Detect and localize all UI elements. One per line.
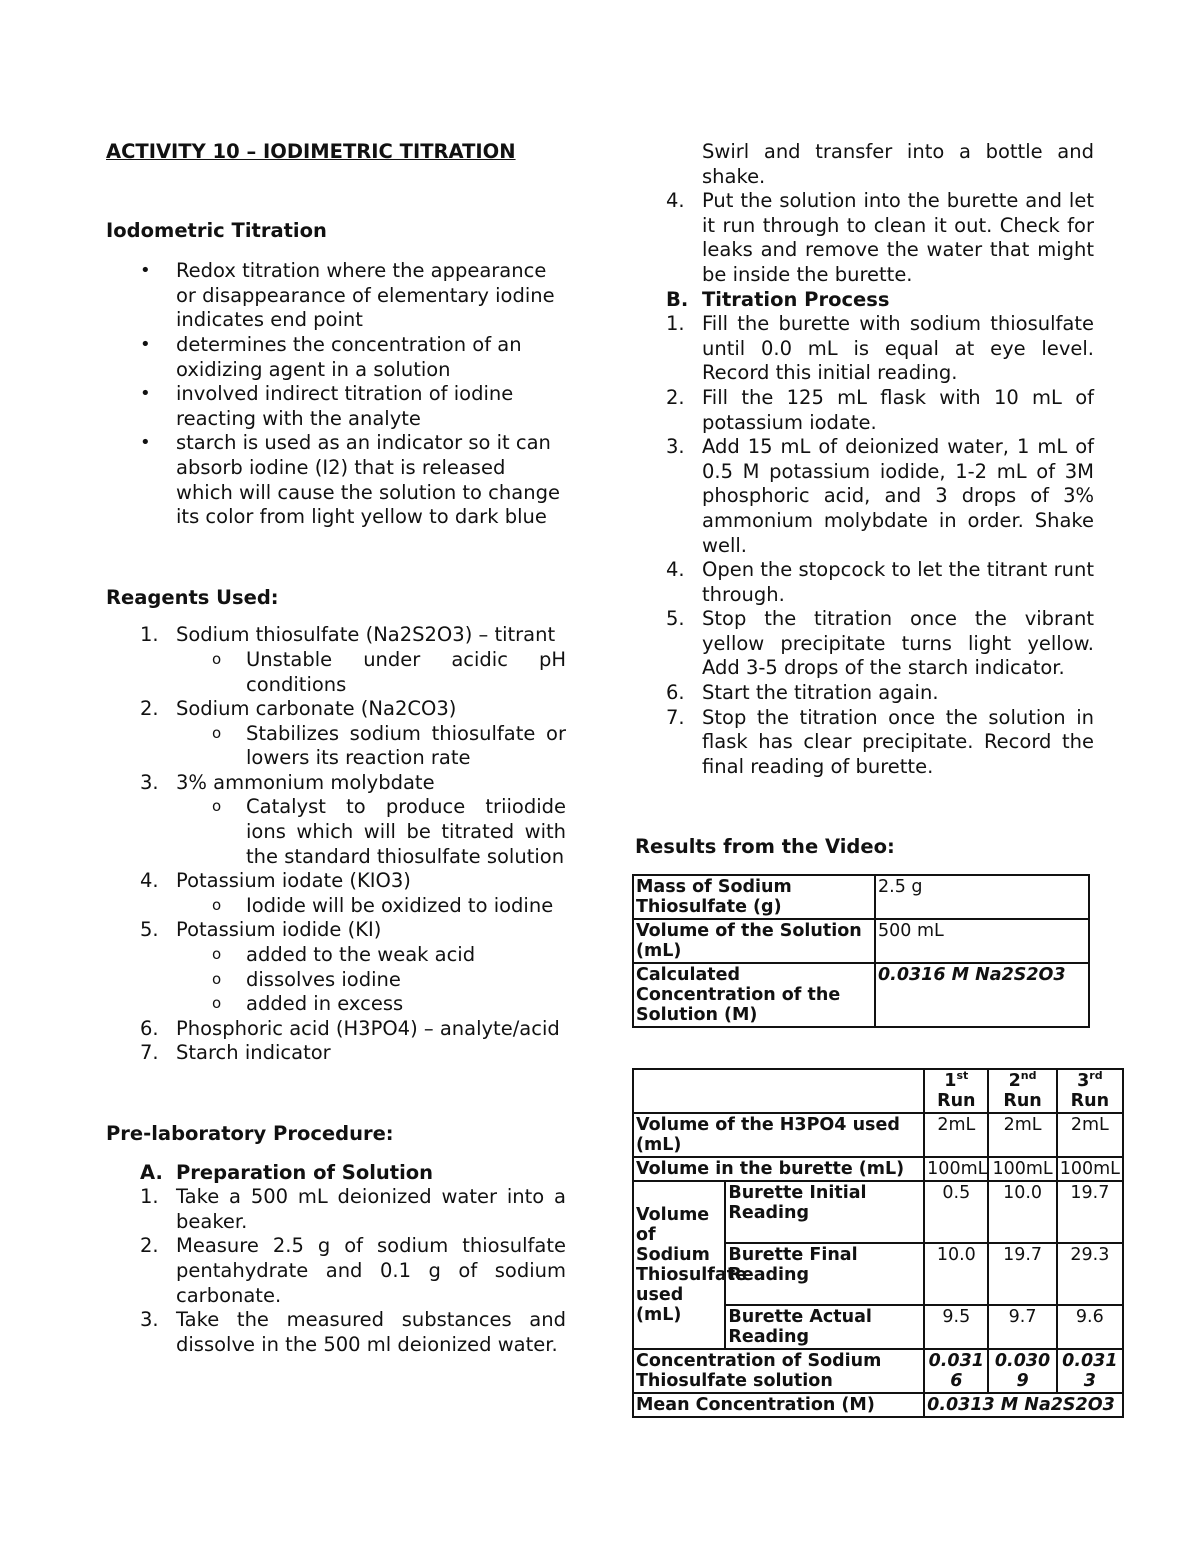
table-cell: Volume of the H3PO4 used (mL) — [633, 1113, 924, 1157]
table-cell: 0.0309 — [988, 1349, 1056, 1393]
list-item: 3. 3% ammonium molybdate o Catalyst to produce triiodide ions which will be titrated with the standard thiosulfate solution — [106, 771, 566, 869]
table-cell: Concentration of Sodium Thiosulfate solution — [633, 1349, 924, 1393]
table-row — [633, 875, 1089, 919]
list-item: 7. Starch indicator — [140, 1041, 331, 1065]
table-row — [633, 1393, 1123, 1417]
list-item: • Redox titration where the appearance or disappearance of elementary iodine indicates end point — [106, 259, 566, 333]
iodometric-heading: Iodometric Titration — [106, 218, 327, 242]
section-a-continued — [632, 140, 1094, 779]
table-cell: 500 mL — [875, 919, 1089, 963]
sub-item: o Iodide will be oxidized to iodine — [176, 894, 566, 919]
section-b-title: B. Titration Process — [666, 287, 890, 311]
list-item: 4. Potassium iodate (KIO3) o Iodide will be oxidized to iodine — [106, 869, 566, 918]
run-header: 3rd Run — [1057, 1069, 1123, 1113]
section-a — [106, 1161, 566, 1358]
table-cell: 2.5 g — [875, 875, 1089, 919]
table-cell: Burette Initial Reading — [725, 1181, 924, 1243]
table-row — [633, 1069, 1123, 1113]
table-row — [633, 1181, 1123, 1243]
table-cell: 9.6 — [1057, 1305, 1123, 1349]
table-cell: 2mL — [988, 1113, 1056, 1157]
prelab-heading: Pre-laboratory Procedure: — [106, 1122, 394, 1145]
list-item: Swirl and transfer into a bottle and shake. — [702, 140, 1094, 188]
list-item: • determines the concentration of an oxidizing agent in a solution — [106, 333, 566, 382]
list-item: 3. Add 15 mL of deionized water, 1 mL of 0.5 M potassium iodide, 1-2 mL of 3M phosphoric acid, and 3 drops of 3% ammonium molybdate in order. Shake well. — [666, 435, 1094, 557]
list-item: • starch is used as an indicator so it can absorb iodine (I2) that is released which will cause the solution to change its color from light yellow to dark blue — [106, 431, 566, 529]
table-cell: 19.7 — [1057, 1181, 1123, 1243]
sub-item: o added to the weak acid — [176, 943, 566, 968]
right-column — [632, 140, 1124, 1418]
table-cell: Burette Actual Reading — [725, 1305, 924, 1349]
sub-item: o added in excess — [176, 992, 566, 1017]
list-item: 6. Phosphoric acid (H3PO4) – analyte/acid — [140, 1016, 560, 1040]
table-cell: 29.3 — [1057, 1243, 1123, 1305]
sub-item: o Unstable under acidic pH conditions — [176, 648, 566, 697]
reagents-list — [106, 623, 566, 1066]
list-item: 1. Fill the burette with sodium thiosulfate until 0.0 mL is equal at eye level. Record this initial reading. — [666, 312, 1094, 385]
table-cell: 9.5 — [924, 1305, 988, 1349]
table-cell: Mean Concentration (M) — [633, 1393, 924, 1417]
table-cell: Volume in the burette (mL) — [633, 1157, 924, 1181]
table-cell: 10.0 — [988, 1181, 1056, 1243]
sub-item: o Catalyst to produce triiodide ions which will be titrated with the standard thiosulfate solution — [176, 795, 566, 869]
table-cell: 100mL — [988, 1157, 1056, 1181]
section-a-title: A. Preparation of Solution — [140, 1160, 434, 1184]
table-row — [633, 1157, 1123, 1181]
list-item: 1. Sodium thiosulfate (Na2S2O3) – titrant o Unstable under acidic pH conditions — [106, 623, 566, 697]
table-cell: Mass of Sodium Thiosulfate (g) — [633, 875, 875, 919]
iodometric-list — [106, 259, 566, 530]
table-cell: 0.0313 M Na2S2O3 — [924, 1393, 1123, 1417]
list-item: 5. Stop the titration once the vibrant yellow precipitate turns light yellow. Add 3-5 drops of the starch indicator. — [666, 607, 1094, 680]
table-cell: Volume of the Solution (mL) — [633, 919, 875, 963]
list-item: • involved indirect titration of iodine reacting with the analyte — [106, 382, 566, 431]
list-item: 4. Open the stopcock to let the titrant runt through. — [666, 558, 1094, 606]
runs-table — [632, 1068, 1124, 1418]
sub-item: o dissolves iodine — [176, 968, 566, 993]
table-cell: 0.0313 — [1057, 1349, 1123, 1393]
table-row — [633, 963, 1089, 1027]
list-item: 3. Take the measured substances and dissolve in the 500 ml deionized water. — [140, 1308, 566, 1356]
table-cell: 100mL — [924, 1157, 988, 1181]
list-item: 4. Put the solution into the burette and let it run through to clean it out. Check for leaks and remove the water that might be inside the burette. — [666, 189, 1094, 286]
results-heading: Results from the Video: — [635, 835, 895, 859]
list-item: 2. Measure 2.5 g of sodium thiosulfate pentahydrate and 0.1 g of sodium carbonate. — [140, 1234, 566, 1307]
table-row — [633, 919, 1089, 963]
table-cell: 10.0 — [924, 1243, 988, 1305]
reagents-heading: Reagents Used: — [106, 585, 279, 609]
list-item: 7. Stop the titration once the solution in flask has clear precipitate. Record the final reading of burette. — [666, 705, 1094, 778]
table-cell: Burette Final Reading — [725, 1243, 924, 1305]
table-row — [633, 1113, 1123, 1157]
run-header: 2nd Run — [988, 1069, 1056, 1113]
table-cell: 100mL — [1057, 1157, 1123, 1181]
table-cell: 2mL — [1057, 1113, 1123, 1157]
page-title: ACTIVITY 10 – IODIMETRIC TITRATION — [106, 140, 516, 163]
list-item: 2. Fill the 125 mL flask with 10 mL of potassium iodate. — [666, 385, 1094, 434]
table-cell: 0.0316 M Na2S2O3 — [875, 963, 1089, 1027]
table-cell: 2mL — [924, 1113, 988, 1157]
table-cell: 9.7 — [988, 1305, 1056, 1349]
list-item: 2. Sodium carbonate (Na2CO3) o Stabilizes sodium thiosulfate or lowers its reaction rate — [106, 697, 566, 771]
table-cell: 0.0316 — [924, 1349, 988, 1393]
table-cell: 0.5 — [924, 1181, 988, 1243]
run-header: 1st Run — [924, 1069, 988, 1113]
list-item: 1. Take a 500 mL deionized water into a beaker. — [140, 1185, 566, 1233]
table-cell: 19.7 — [988, 1243, 1056, 1305]
list-item: 6. Start the titration again. — [666, 681, 939, 705]
table-row — [633, 1349, 1123, 1393]
table-cell: Calculated Concentration of the Solution (M) — [633, 963, 875, 1027]
summary-table — [632, 874, 1090, 1028]
table-cell: Volume of Sodium Thiosulfate used (mL) — [633, 1181, 725, 1349]
list-item: 5. Potassium iodide (KI) o added to the weak acid o dissolves iodine o added in excess — [106, 918, 566, 1016]
sub-item: o Stabilizes sodium thiosulfate or lowers its reaction rate — [176, 722, 566, 771]
left-column — [106, 140, 566, 1357]
